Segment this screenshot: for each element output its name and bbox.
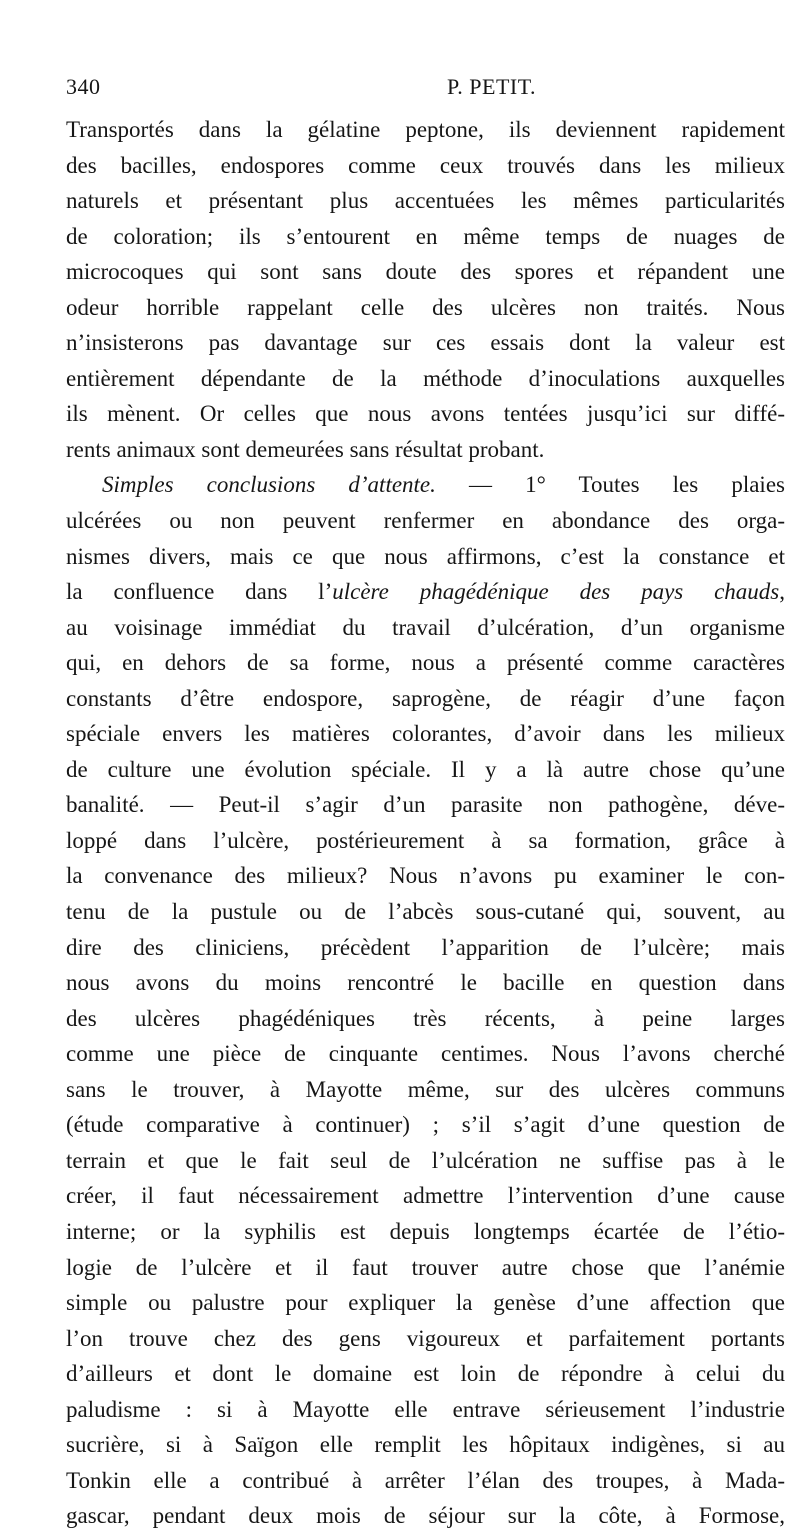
text-segment: des bacilles, endospores comme ceux trouvés dans les milieux — [66, 152, 785, 178]
text-segment: Tonkin elle a contribué à arrêter l’élan des troupes, à Mada- — [66, 1467, 785, 1493]
page-header — [66, 74, 784, 104]
text-segment: de culture une évolution spéciale. Il y a là autre chose qu’une — [66, 756, 785, 782]
text-segment: , — [779, 579, 785, 605]
text-line — [66, 1498, 785, 1534]
text-segment: ils mènent. Or celles que nous avons tentées jusqu’ici sur diffé- — [66, 401, 785, 427]
text-line — [66, 1356, 785, 1392]
text-line — [66, 930, 785, 966]
text-segment: gascar, pendant deux mois de séjour sur la côte, à Formose, — [66, 1503, 785, 1529]
text-segment: la convenance des milieux? Nous n’avons pu examiner le con- — [66, 863, 785, 889]
text-segment: nismes divers, mais ce que nous affirmons, c’est la constance et — [66, 543, 785, 569]
text-line — [66, 539, 785, 575]
text-line — [66, 716, 785, 752]
text-segment: de coloration; ils s’entourent en même temps de nuages de — [66, 223, 785, 249]
page-number: 340 — [66, 74, 101, 99]
text-segment: sucrière, si à Saïgon elle remplit les hôpitaux indigènes, si au — [66, 1432, 785, 1458]
text-line — [66, 894, 785, 930]
text-line — [66, 1143, 785, 1179]
text-line — [66, 1178, 785, 1214]
text-line — [66, 361, 785, 397]
text-line — [66, 965, 785, 1001]
text-segment: logie de l’ulcère et il faut trouver autre chose que l’anémie — [66, 1254, 785, 1280]
text-line — [66, 1072, 785, 1108]
text-line — [66, 681, 785, 717]
text-segment: comme une pièce de cinquante centimes. Nous l’avons cherché — [66, 1041, 785, 1067]
text-line — [66, 432, 785, 468]
text-line — [66, 1463, 785, 1499]
text-segment: constants d’être endospore, saprogène, de réagir d’une façon — [66, 685, 785, 711]
text-line — [66, 467, 785, 503]
text-line — [66, 112, 785, 148]
text-segment: d’ailleurs et dont le domaine est loin de répondre à celui du — [66, 1361, 785, 1387]
text-line — [66, 823, 785, 859]
running-title: P. PETIT. — [447, 74, 537, 99]
text-segment: odeur horrible rappelant celle des ulcères non traités. Nous — [66, 294, 785, 320]
text-segment: terrain et que le fait seul de l’ulcération ne suffise pas à le — [66, 1147, 785, 1173]
text-segment: la confluence dans l’ — [66, 579, 333, 605]
text-segment: sans le trouver, à Mayotte même, sur des ulcères communs — [66, 1076, 785, 1102]
text-line — [66, 1427, 785, 1463]
text-line — [66, 858, 785, 894]
text-line — [66, 1036, 785, 1072]
text-line — [66, 1214, 785, 1250]
text-segment: rents animaux sont demeurées sans résultat probant. — [66, 436, 545, 462]
text-segment: n’insisterons pas davantage sur ces essais dont la valeur est — [66, 330, 785, 356]
text-line — [66, 1321, 785, 1357]
text-segment: simple ou palustre pour expliquer la genèse d’une affection que — [66, 1290, 785, 1316]
text-line — [66, 574, 785, 610]
text-segment: loppé dans l’ulcère, postérieurement à sa formation, grâce à — [66, 827, 785, 853]
text-segment: nous avons du moins rencontré le bacille en question dans — [66, 970, 785, 996]
text-line — [66, 325, 785, 361]
text-segment: Transportés dans la gélatine peptone, ils deviennent rapidement — [66, 117, 785, 142]
text-line — [66, 254, 785, 290]
text-line — [66, 148, 785, 184]
text-segment: spéciale envers les matières colorantes, d’avoir dans les milieux — [66, 721, 785, 747]
text-line — [66, 396, 785, 432]
text-line — [66, 219, 785, 255]
text-segment: au voisinage immédiat du travail d’ulcération, d’un organisme — [66, 614, 785, 640]
text-segment: (étude comparative à continuer) ; s’il s’agit d’une question de — [66, 1112, 785, 1138]
text-segment: des ulcères phagédéniques très récents, à peine larges — [66, 1005, 785, 1031]
text-segment: dire des cliniciens, précèdent l’apparition de l’ulcère; mais — [66, 934, 785, 960]
italic-text-segment: ulcère phagédénique des pays chauds — [332, 579, 780, 605]
text-segment: entièrement dépendante de la méthode d’inoculations auxquelles — [66, 365, 785, 391]
text-line — [66, 1392, 785, 1428]
text-line — [66, 1001, 785, 1037]
text-segment: banalité. — Peut-il s’agir d’un parasite non pathogène, déve- — [66, 792, 785, 818]
text-segment: tenu de la pustule ou de l’abcès sous-cutané qui, souvent, au — [66, 899, 785, 925]
text-line — [66, 787, 785, 823]
text-line — [66, 1285, 785, 1321]
text-line — [66, 290, 785, 326]
text-segment: microcoques qui sont sans doute des spores et répandent une — [66, 259, 785, 285]
text-segment: qui, en dehors de sa forme, nous a présenté comme caractères — [66, 650, 785, 676]
text-line — [66, 1107, 785, 1143]
text-segment: ulcérées ou non peuvent renfermer en abondance des orga- — [66, 508, 785, 534]
text-line — [66, 1250, 785, 1286]
text-segment: paludisme : si à Mayotte elle entrave sérieusement l’industrie — [66, 1396, 785, 1422]
body-text — [66, 112, 785, 1534]
text-line — [66, 645, 785, 681]
text-segment: créer, il faut nécessairement admettre l’intervention d’une cause — [66, 1183, 785, 1209]
text-segment: interne; or la syphilis est depuis longtemps écartée de l’étio- — [66, 1218, 785, 1244]
text-segment: — 1° Toutes les plaies — [435, 472, 785, 498]
text-line — [66, 183, 785, 219]
text-line — [66, 752, 785, 788]
text-line — [66, 503, 785, 539]
italic-text-segment: Simples conclusions d’attente. — [102, 472, 436, 498]
text-segment: l’on trouve chez des gens vigoureux et parfaitement portants — [66, 1325, 785, 1351]
text-line — [66, 610, 785, 646]
text-segment: naturels et présentant plus accentuées les mêmes particularités — [66, 188, 785, 214]
